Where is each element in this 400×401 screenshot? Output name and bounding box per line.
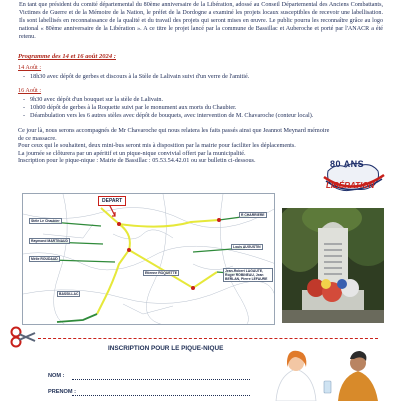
event-item: - 9h30 avec dépôt d'un bouquet sur la stèle de Lalivain. bbox=[30, 96, 163, 103]
cut-line bbox=[38, 338, 378, 339]
event-item: - Déambulation vers les 6 autres stèles avec dépôt de bouquets, avec intervention de M. Chavaroche (conteur local). bbox=[30, 112, 313, 119]
nom-label: NOM : bbox=[48, 373, 65, 379]
map-depart-label: DEPART bbox=[98, 196, 126, 206]
memorial-photo bbox=[282, 208, 384, 323]
prenom-label: PRENOM : bbox=[48, 389, 76, 395]
day-label-16: 16 Août : bbox=[18, 87, 42, 94]
closing-line: Inscription pour le pique-nique : Mairie de Bassillac : 05.53.54.42.01 ou sur bulletin ci-dessous. bbox=[18, 157, 256, 165]
map-drawing bbox=[23, 194, 275, 325]
day-label-14: 14 Août : bbox=[18, 64, 42, 71]
inscription-title: INSCRIPTION POUR LE PIQUE-NIQUE bbox=[108, 345, 224, 352]
map-label: Jean-Robert LAGAUTE, Roger ROBINEAU, Jean BERLAN, Pierre LEFAURE bbox=[223, 268, 273, 282]
programme-title: Programme des 14 et 16 août 2024 : bbox=[18, 53, 116, 60]
map-label: Raymond MARTINAUD bbox=[31, 239, 68, 243]
memorial-illustration bbox=[282, 208, 384, 323]
intro-paragraph: En tant que président du comité départemental du 80ème anniversaire de la Libération, adossé au Conseil Départemental des Anciens Combattants, Victimes de Guerre et de la Mémoire de la Nation, le préfet de la Dordogne a examiné les projets locaux susceptibles de recevoir une labellisation. Ils sont labellisés en reconnaissance de la qualité et du travail des projets qui seront mises en œuvre. Le public pourra les reconnaître grâce au logo national « 80ème anniversaire de la Libération ». A ce titre le projet lancé par la commune de Bassillac et Auberoche et porté par l'ANACR a été retenu. bbox=[19, 2, 383, 40]
scissors-icon bbox=[10, 326, 36, 353]
map-label: BASSILLAC bbox=[59, 292, 79, 296]
80-ans-liberation-logo bbox=[322, 153, 386, 205]
map-label: Stèle Le Chaubier bbox=[31, 219, 60, 223]
closing-text bbox=[18, 127, 330, 165]
logo-liberation: LIBÉRATION bbox=[326, 181, 375, 190]
closing-line: Pour ceux qui le souhaitent, deux mini-bus seront mis à disposition par la mairie pour faciliter les déplacements. bbox=[18, 142, 296, 150]
closing-line: La journée se clôturera par un apéritif et un pique-nique convivial offert par la municipalité. bbox=[18, 149, 246, 157]
event-item: - 18h30 avec dépôt de gerbes et discours à la Stèle de Lalivain suivi d'un verre de l'amitié. bbox=[30, 73, 249, 80]
prenom-field[interactable] bbox=[72, 395, 250, 396]
map-label: R CHARRIERE bbox=[241, 213, 265, 217]
event-item: - 10h00 dépôt de gerbes à la Roquette suivi par le monument aux morts du Chaubier. bbox=[30, 104, 236, 111]
nom-field[interactable] bbox=[72, 379, 250, 380]
logo-80-ans: 80 ANS bbox=[330, 159, 365, 169]
map-label: Mélie ROUDAUD bbox=[31, 257, 58, 261]
map-label: Louis AUGUSTIN bbox=[233, 245, 261, 249]
closing-line: Ce jour là, nous serons accompagnés de Mr Chavaroche qui nous relatera les faits passés ainsi que Jeannot Meynard mémoire de ce massacre. bbox=[18, 127, 330, 142]
route-map bbox=[22, 193, 275, 325]
picnic-illustration bbox=[268, 345, 388, 401]
map-label: Etienne ROQUETTE bbox=[145, 271, 178, 275]
